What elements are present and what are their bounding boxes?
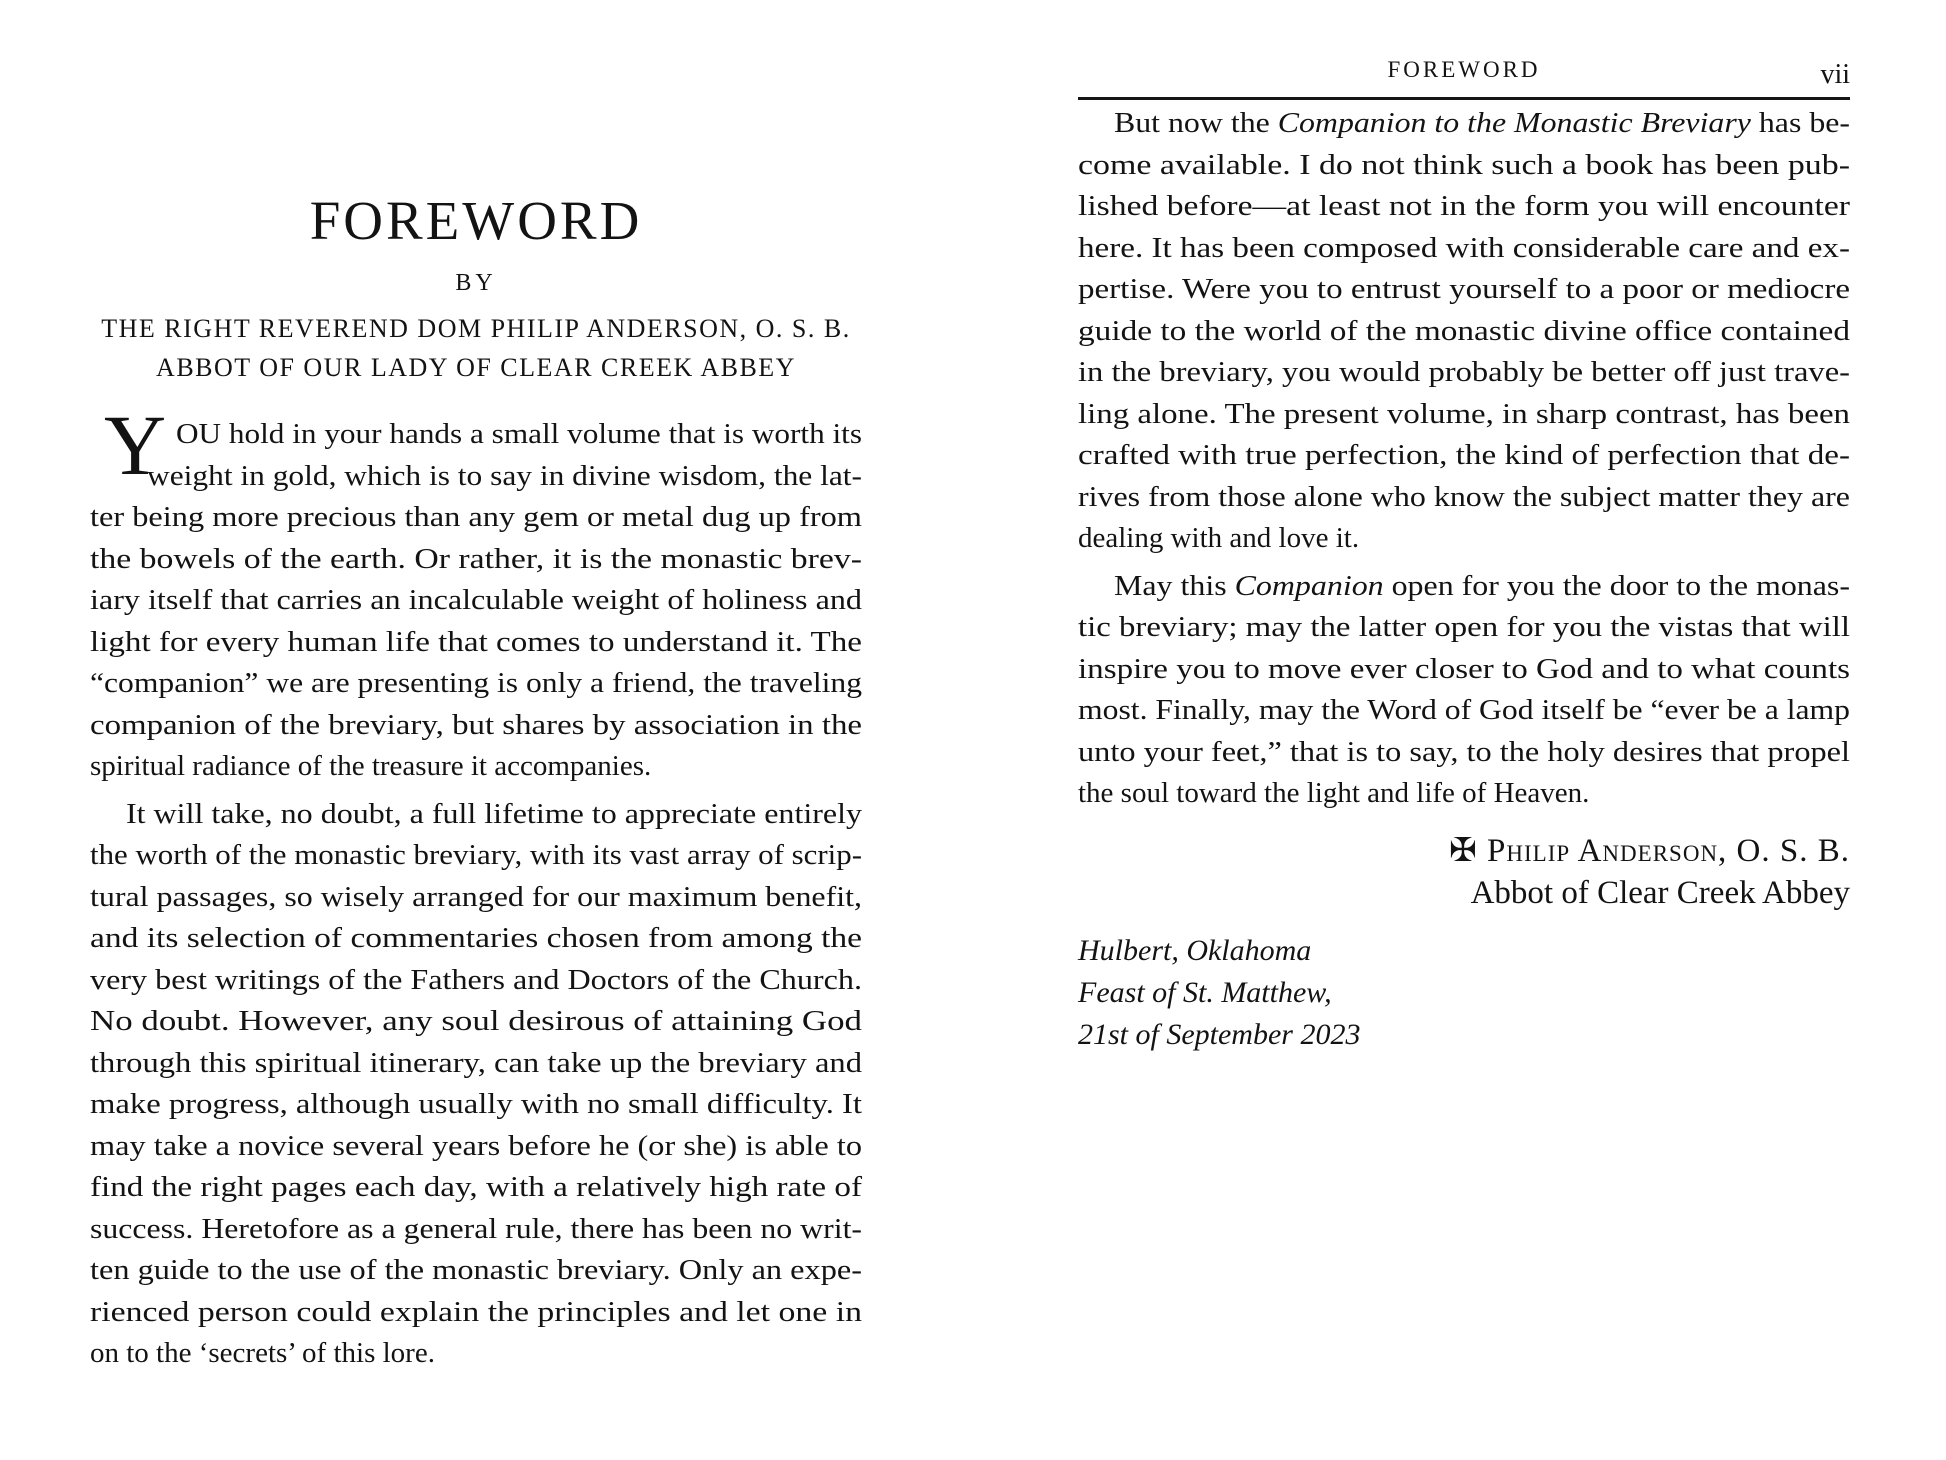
text-line: on to the ‘secrets’ of this lore. xyxy=(90,1337,435,1369)
text-line: the bowels of the earth. Or rather, it is the monastic brev- xyxy=(90,542,862,575)
text-line: spiritual radiance of the treasure it accompanies. xyxy=(90,750,652,782)
text-line: rienced person could explain the principles and let one in xyxy=(90,1295,862,1328)
running-header xyxy=(1078,54,1850,100)
text-line: pertise. Were you to entrust yourself to a poor or mediocre xyxy=(1078,273,1850,305)
text-line: may take a novice several years before he (or she) is able to xyxy=(90,1129,862,1162)
colophon-feast: Feast of St. Matthew, xyxy=(1078,975,1332,1009)
byline-author: THE RIGHT REVEREND DOM PHILIP ANDERSON, O. S. B. xyxy=(101,314,851,343)
text-line: companion of the breviary, but shares by association in the xyxy=(90,708,862,741)
text-line: come available. I do not think such a book has been pub- xyxy=(1078,148,1850,181)
colophon-block xyxy=(1078,930,1850,1056)
text-line: May this Companion open for you the door to the monas- xyxy=(1114,569,1850,602)
cross-icon: ✠ xyxy=(1449,832,1488,869)
text-line: OU hold in your hands a small volume that is worth its xyxy=(176,418,862,450)
text-line: lished before—at least not in the form you will encounter xyxy=(1078,190,1850,222)
text-line: the worth of the monastic breviary, with its vast array of scrip- xyxy=(90,839,862,871)
paragraph xyxy=(90,414,862,788)
text-line: “companion” we are presenting is only a friend, the traveling xyxy=(90,667,862,699)
right-body xyxy=(1078,103,1850,1056)
italic-book-title: Companion xyxy=(1234,569,1384,602)
paragraph xyxy=(90,794,862,1375)
page-number: vii xyxy=(1820,59,1850,90)
text-line: the soul toward the light and life of Heaven. xyxy=(1078,777,1590,809)
text-line: most. Finally, may the Word of God itself be “ever be a lamp xyxy=(1078,694,1850,726)
text-line: It will take, no doubt, a full lifetime to appreciate entirely xyxy=(126,797,862,830)
byline-title: ABBOT OF OUR LADY OF CLEAR CREEK ABBEY xyxy=(156,353,796,382)
colophon-date: 21st of September 2023 xyxy=(1078,1017,1361,1051)
text-line: crafted with true perfection, the kind of perfection that de- xyxy=(1078,439,1850,471)
text-line: No doubt. However, any soul desirous of attaining God xyxy=(90,1005,862,1037)
italic-book-title: Companion to the Monastic Breviary xyxy=(1277,107,1751,139)
text-line: inspire you to move ever closer to God and to what counts xyxy=(1078,652,1850,685)
page-title: FOREWORD xyxy=(309,190,643,251)
text-line: here. It has been composed with considerable care and ex- xyxy=(1078,231,1850,264)
drop-cap: Y xyxy=(104,397,167,493)
text-line: light for every human life that comes to understand it. The xyxy=(90,625,862,658)
text-line: guide to the world of the monastic divine office contained xyxy=(1078,314,1850,347)
running-header-title: FOREWORD xyxy=(1387,57,1541,82)
signature-role: Abbot of Clear Creek Abbey xyxy=(1470,874,1850,911)
text-line: tic breviary; may the latter open for you the vistas that will xyxy=(1078,611,1850,643)
by-label: BY xyxy=(455,270,497,296)
text-line: very best writings of the Fathers and Doctors of the Church. xyxy=(90,963,862,996)
text-line: rives from those alone who know the subject matter they are xyxy=(1078,480,1850,513)
text-line: ling alone. The present volume, in sharp contrast, has been xyxy=(1078,397,1850,430)
text-line: find the right pages each day, with a relatively high rate of xyxy=(90,1171,862,1203)
text-line: tural passages, so wisely arranged for our maximum benefit, xyxy=(90,880,862,913)
page-right xyxy=(1078,0,1850,1056)
page-left xyxy=(90,0,862,1375)
text-line: dealing with and love it. xyxy=(1078,522,1360,554)
text-line: success. Heretofore as a general rule, there has been no writ- xyxy=(90,1212,862,1245)
signature-name: ✠ Philip Anderson, O. S. B. xyxy=(1449,832,1850,869)
paragraph xyxy=(1078,103,1850,560)
text-line: and its selection of commentaries chosen from among the xyxy=(90,922,862,954)
text-line: unto your feet,” that is to say, to the holy desires that propel xyxy=(1078,735,1850,768)
text-line: But now the Companion to the Monastic Breviary has be- xyxy=(1114,107,1850,139)
text-line: ten guide to the use of the monastic breviary. Only an expe- xyxy=(90,1254,862,1286)
colophon-place: Hulbert, Oklahoma xyxy=(1078,933,1312,967)
text-line: through this spiritual itinerary, can take up the breviary and xyxy=(90,1046,862,1079)
left-body xyxy=(90,397,863,1375)
paragraph xyxy=(1078,566,1850,815)
text-line: make progress, although usually with no small difficulty. It xyxy=(90,1088,862,1120)
text-line: ter being more precious than any gem or metal dug up from xyxy=(90,501,863,533)
text-line: in the breviary, you would probably be better off just trave- xyxy=(1078,356,1850,388)
signature-block xyxy=(1078,830,1850,914)
text-line: weight in gold, which is to say in divine wisdom, the lat- xyxy=(147,459,863,492)
text-line: iary itself that carries an incalculable weight of holiness and xyxy=(90,584,863,616)
